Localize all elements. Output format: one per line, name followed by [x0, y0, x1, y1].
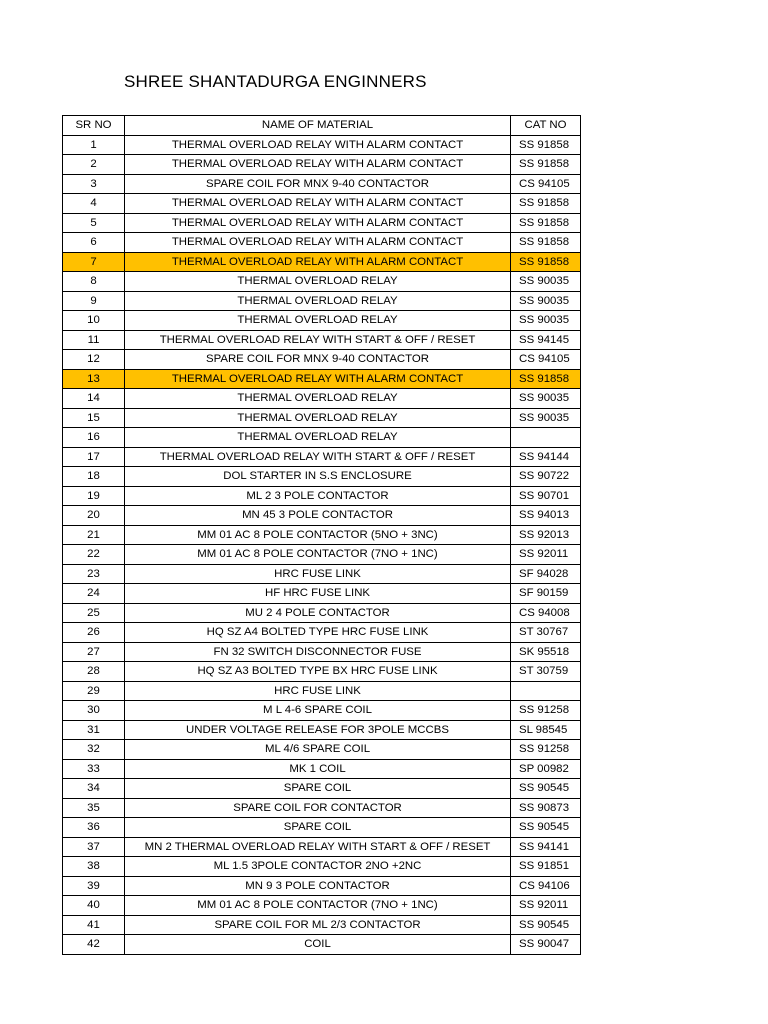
sr-no-cell: 31 [63, 720, 125, 740]
material-name-cell: HQ SZ A4 BOLTED TYPE HRC FUSE LINK [125, 623, 511, 643]
table-row [63, 818, 581, 838]
sr-no-cell: 38 [63, 857, 125, 877]
sr-no-cell: 2 [63, 155, 125, 175]
table-row [63, 935, 581, 955]
sr-no-cell: 20 [63, 506, 125, 526]
table-row [63, 233, 581, 253]
material-name-cell: THERMAL OVERLOAD RELAY WITH ALARM CONTACT [125, 252, 511, 272]
table-header-row [63, 116, 581, 136]
material-name-cell: THERMAL OVERLOAD RELAY WITH ALARM CONTACT [125, 135, 511, 155]
cat-no-cell: SF 94028 [511, 564, 581, 584]
material-name-cell: THERMAL OVERLOAD RELAY WITH ALARM CONTACT [125, 369, 511, 389]
cat-no-cell [511, 428, 581, 448]
table-body [63, 135, 581, 954]
material-name-cell: THERMAL OVERLOAD RELAY [125, 389, 511, 409]
cat-no-cell: CS 94105 [511, 174, 581, 194]
sr-no-cell: 42 [63, 935, 125, 955]
document-title: SHREE SHANTADURGA ENGINNERS [124, 72, 427, 91]
sr-no-cell: 6 [63, 233, 125, 253]
sr-no-cell: 16 [63, 428, 125, 448]
sr-no-cell: 1 [63, 135, 125, 155]
cat-no-cell: CS 94008 [511, 603, 581, 623]
material-name-cell: SPARE COIL FOR ML 2/3 CONTACTOR [125, 915, 511, 935]
materials-table [62, 115, 581, 955]
cat-no-cell: ST 30759 [511, 662, 581, 682]
material-name-cell: THERMAL OVERLOAD RELAY [125, 311, 511, 331]
material-name-cell: THERMAL OVERLOAD RELAY WITH START & OFF / RESET [125, 330, 511, 350]
table-row [63, 330, 581, 350]
sr-no-cell: 4 [63, 194, 125, 214]
cat-no-cell: SS 90545 [511, 779, 581, 799]
material-name-cell: HRC FUSE LINK [125, 564, 511, 584]
cat-no-cell: SF 90159 [511, 584, 581, 604]
sr-no-cell: 36 [63, 818, 125, 838]
sr-no-cell: 40 [63, 896, 125, 916]
table-row [63, 857, 581, 877]
cat-no-cell: ST 30767 [511, 623, 581, 643]
sr-no-cell: 3 [63, 174, 125, 194]
cat-no-cell: CS 94106 [511, 876, 581, 896]
table-row [63, 506, 581, 526]
table-row [63, 720, 581, 740]
sr-no-cell: 5 [63, 213, 125, 233]
sr-no-cell: 9 [63, 291, 125, 311]
table-row [63, 662, 581, 682]
material-name-cell: COIL [125, 935, 511, 955]
table-row [63, 545, 581, 565]
cat-no-cell: SS 91258 [511, 740, 581, 760]
sr-no-cell: 26 [63, 623, 125, 643]
table-row [63, 759, 581, 779]
material-name-cell: SPARE COIL [125, 779, 511, 799]
material-name-cell: ML 2 3 POLE CONTACTOR [125, 486, 511, 506]
cat-no-cell: SS 94141 [511, 837, 581, 857]
table-row [63, 525, 581, 545]
table-row [63, 564, 581, 584]
cat-no-cell: SS 90035 [511, 311, 581, 331]
sr-no-cell: 27 [63, 642, 125, 662]
table-row [63, 155, 581, 175]
sr-no-cell: 28 [63, 662, 125, 682]
material-name-cell: THERMAL OVERLOAD RELAY WITH ALARM CONTACT [125, 233, 511, 253]
table-row [63, 584, 581, 604]
column-header-sr-no: SR NO [63, 116, 125, 136]
material-name-cell: THERMAL OVERLOAD RELAY [125, 291, 511, 311]
cat-no-cell: SS 90035 [511, 389, 581, 409]
cat-no-cell: SS 91858 [511, 155, 581, 175]
cat-no-cell: SL 98545 [511, 720, 581, 740]
material-name-cell: THERMAL OVERLOAD RELAY [125, 272, 511, 292]
sr-no-cell: 8 [63, 272, 125, 292]
cat-no-cell: SS 90722 [511, 467, 581, 487]
cat-no-cell: SS 90035 [511, 408, 581, 428]
cat-no-cell: SS 90873 [511, 798, 581, 818]
cat-no-cell: SS 94145 [511, 330, 581, 350]
table-row [63, 876, 581, 896]
cat-no-cell: SS 92011 [511, 896, 581, 916]
sr-no-cell: 22 [63, 545, 125, 565]
material-name-cell: THERMAL OVERLOAD RELAY [125, 428, 511, 448]
cat-no-cell [511, 681, 581, 701]
sr-no-cell: 17 [63, 447, 125, 467]
cat-no-cell: SS 90047 [511, 935, 581, 955]
cat-no-cell: CS 94105 [511, 350, 581, 370]
cat-no-cell: SS 94013 [511, 506, 581, 526]
material-name-cell: MM 01 AC 8 POLE CONTACTOR (5NO + 3NC) [125, 525, 511, 545]
table-row [63, 798, 581, 818]
table-row [63, 174, 581, 194]
table-row [63, 681, 581, 701]
table-row [63, 486, 581, 506]
material-name-cell: MU 2 4 POLE CONTACTOR [125, 603, 511, 623]
sr-no-cell: 7 [63, 252, 125, 272]
sr-no-cell: 29 [63, 681, 125, 701]
cat-no-cell: SS 91858 [511, 233, 581, 253]
table-row [63, 740, 581, 760]
material-name-cell: THERMAL OVERLOAD RELAY WITH START & OFF / RESET [125, 447, 511, 467]
table-row [63, 311, 581, 331]
table-row [63, 603, 581, 623]
sr-no-cell: 25 [63, 603, 125, 623]
sr-no-cell: 18 [63, 467, 125, 487]
cat-no-cell: SS 90545 [511, 818, 581, 838]
material-name-cell: THERMAL OVERLOAD RELAY WITH ALARM CONTACT [125, 213, 511, 233]
table-row [63, 350, 581, 370]
material-name-cell: UNDER VOLTAGE RELEASE FOR 3POLE MCCBS [125, 720, 511, 740]
material-name-cell: ML 1.5 3POLE CONTACTOR 2NO +2NC [125, 857, 511, 877]
material-name-cell: THERMAL OVERLOAD RELAY WITH ALARM CONTACT [125, 155, 511, 175]
sr-no-cell: 13 [63, 369, 125, 389]
material-name-cell: SPARE COIL FOR CONTACTOR [125, 798, 511, 818]
material-name-cell: MN 9 3 POLE CONTACTOR [125, 876, 511, 896]
table-row [63, 135, 581, 155]
table-row [63, 915, 581, 935]
table-row [63, 896, 581, 916]
material-name-cell: DOL STARTER IN S.S ENCLOSURE [125, 467, 511, 487]
sr-no-cell: 12 [63, 350, 125, 370]
table-row [63, 837, 581, 857]
cat-no-cell: SS 90035 [511, 291, 581, 311]
table-row [63, 213, 581, 233]
sr-no-cell: 14 [63, 389, 125, 409]
sr-no-cell: 15 [63, 408, 125, 428]
table-row [63, 467, 581, 487]
table-row [63, 369, 581, 389]
material-name-cell: THERMAL OVERLOAD RELAY [125, 408, 511, 428]
material-name-cell: FN 32 SWITCH DISCONNECTOR FUSE [125, 642, 511, 662]
table-row [63, 252, 581, 272]
table-row [63, 272, 581, 292]
sr-no-cell: 33 [63, 759, 125, 779]
column-header-name-of-material: NAME OF MATERIAL [125, 116, 511, 136]
cat-no-cell: SS 91858 [511, 369, 581, 389]
sr-no-cell: 32 [63, 740, 125, 760]
table-row [63, 701, 581, 721]
cat-no-cell: SS 91858 [511, 213, 581, 233]
sr-no-cell: 30 [63, 701, 125, 721]
sr-no-cell: 39 [63, 876, 125, 896]
table-row [63, 779, 581, 799]
sr-no-cell: 37 [63, 837, 125, 857]
material-name-cell: MM 01 AC 8 POLE CONTACTOR (7NO + 1NC) [125, 545, 511, 565]
table-row [63, 194, 581, 214]
cat-no-cell: SS 91858 [511, 194, 581, 214]
cat-no-cell: SS 91858 [511, 252, 581, 272]
table-row [63, 447, 581, 467]
cat-no-cell: SS 94144 [511, 447, 581, 467]
material-name-cell: HRC FUSE LINK [125, 681, 511, 701]
sr-no-cell: 10 [63, 311, 125, 331]
material-name-cell: HF HRC FUSE LINK [125, 584, 511, 604]
cat-no-cell: SS 90035 [511, 272, 581, 292]
sr-no-cell: 19 [63, 486, 125, 506]
material-name-cell: ML 4/6 SPARE COIL [125, 740, 511, 760]
material-name-cell: SPARE COIL [125, 818, 511, 838]
material-name-cell: MK 1 COIL [125, 759, 511, 779]
table-row [63, 623, 581, 643]
material-name-cell: MN 2 THERMAL OVERLOAD RELAY WITH START & OFF / RESET [125, 837, 511, 857]
table-row [63, 291, 581, 311]
column-header-cat-no: CAT NO [511, 116, 581, 136]
cat-no-cell: SK 95518 [511, 642, 581, 662]
cat-no-cell: SS 91851 [511, 857, 581, 877]
cat-no-cell: SS 91858 [511, 135, 581, 155]
material-name-cell: MM 01 AC 8 POLE CONTACTOR (7NO + 1NC) [125, 896, 511, 916]
sr-no-cell: 11 [63, 330, 125, 350]
table-row [63, 642, 581, 662]
cat-no-cell: SP 00982 [511, 759, 581, 779]
cat-no-cell: SS 91258 [511, 701, 581, 721]
sr-no-cell: 21 [63, 525, 125, 545]
table-row [63, 428, 581, 448]
material-name-cell: M L 4-6 SPARE COIL [125, 701, 511, 721]
material-name-cell: HQ SZ A3 BOLTED TYPE BX HRC FUSE LINK [125, 662, 511, 682]
sr-no-cell: 34 [63, 779, 125, 799]
material-name-cell: THERMAL OVERLOAD RELAY WITH ALARM CONTACT [125, 194, 511, 214]
sr-no-cell: 24 [63, 584, 125, 604]
cat-no-cell: SS 90545 [511, 915, 581, 935]
cat-no-cell: SS 90701 [511, 486, 581, 506]
material-name-cell: SPARE COIL FOR MNX 9-40 CONTACTOR [125, 174, 511, 194]
sr-no-cell: 41 [63, 915, 125, 935]
table-row [63, 408, 581, 428]
cat-no-cell: SS 92011 [511, 545, 581, 565]
material-name-cell: SPARE COIL FOR MNX 9-40 CONTACTOR [125, 350, 511, 370]
sr-no-cell: 23 [63, 564, 125, 584]
sr-no-cell: 35 [63, 798, 125, 818]
material-name-cell: MN 45 3 POLE CONTACTOR [125, 506, 511, 526]
cat-no-cell: SS 92013 [511, 525, 581, 545]
table-row [63, 389, 581, 409]
